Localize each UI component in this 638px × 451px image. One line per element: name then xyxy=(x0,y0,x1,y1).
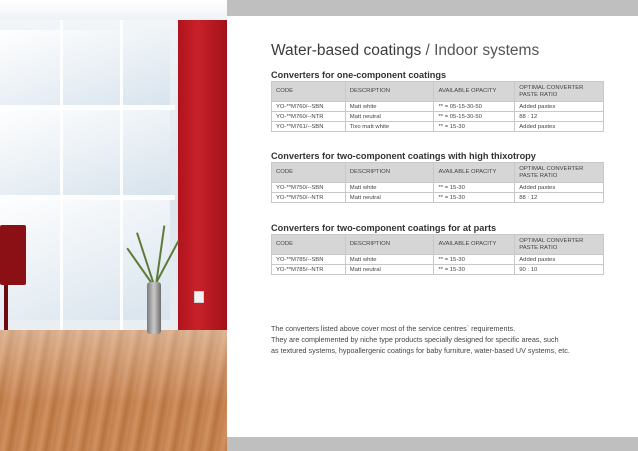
page-title xyxy=(271,42,539,60)
top-band xyxy=(227,0,638,16)
cell-ratio: Added pastes xyxy=(515,183,604,193)
column-header-opacity: AVAILABLE OPACITY xyxy=(434,82,515,102)
cell-description: Matt white xyxy=(345,255,434,265)
section-heading-flat-parts: Converters for two-component coatings for at parts xyxy=(271,223,497,233)
cell-code: YO-**M750/--NTR xyxy=(272,193,346,203)
converters-table-flat-parts xyxy=(271,234,604,275)
closing-paragraph xyxy=(271,323,611,356)
vase xyxy=(147,282,161,334)
interior-photo xyxy=(0,0,227,451)
column-header-description: DESCRIPTION xyxy=(345,235,434,255)
window-frame xyxy=(0,105,175,110)
window-frame xyxy=(0,195,175,200)
table-row xyxy=(272,193,604,203)
paragraph-line: as textured systems, hypoallergenic coatings for baby furniture, water-based UV systems, etc. xyxy=(271,346,570,355)
window-frame xyxy=(60,20,63,330)
cell-ratio: 88 : 12 xyxy=(515,193,604,203)
window-pane xyxy=(0,110,170,195)
table-row xyxy=(272,265,604,275)
table-row xyxy=(272,255,604,265)
title-sub: Indoor systems xyxy=(434,42,540,59)
table-header-row xyxy=(272,82,604,102)
cell-code: YO-**M785/--NTR xyxy=(272,265,346,275)
table-header-row xyxy=(272,163,604,183)
table-row xyxy=(272,183,604,193)
cell-ratio: 90 : 10 xyxy=(515,265,604,275)
cell-ratio: Added pastes xyxy=(515,122,604,132)
title-separator: / xyxy=(421,42,435,59)
table-row xyxy=(272,102,604,112)
floor-reflection xyxy=(0,330,227,451)
cell-opacity: ** = 15-30 xyxy=(434,122,515,132)
cell-ratio: 88 : 12 xyxy=(515,112,604,122)
cell-code: YO-**M750/--SBN xyxy=(272,183,346,193)
cell-opacity: ** = 15-30 xyxy=(434,183,515,193)
cell-opacity: ** = 05-15-30-50 xyxy=(434,112,515,122)
cell-description: Tixo matt white xyxy=(345,122,434,132)
converters-table-one-component xyxy=(271,81,604,132)
column-header-code: CODE xyxy=(272,163,346,183)
ceiling xyxy=(0,0,227,20)
cell-opacity: ** = 15-30 xyxy=(434,193,515,203)
cell-code: YO-**M760/--NTR xyxy=(272,112,346,122)
paragraph-line: The converters listed above cover most of the service centres` requirements. xyxy=(271,324,516,333)
cell-description: Matt neutral xyxy=(345,193,434,203)
cell-code: YO-**M761/--SBN xyxy=(272,122,346,132)
column-header-description: DESCRIPTION xyxy=(345,163,434,183)
window-pane xyxy=(0,30,170,105)
cell-description: Matt white xyxy=(345,183,434,193)
converters-table-high-thixotropy xyxy=(271,162,604,203)
cell-description: Matt neutral xyxy=(345,112,434,122)
bottom-band xyxy=(227,437,638,451)
cell-opacity: ** = 05-15-30-50 xyxy=(434,102,515,112)
table-row xyxy=(272,112,604,122)
light-switch xyxy=(194,291,204,303)
cell-description: Matt white xyxy=(345,102,434,112)
column-header-opacity: AVAILABLE OPACITY xyxy=(434,163,515,183)
table-row xyxy=(272,122,604,132)
column-header-code: CODE xyxy=(272,82,346,102)
column-header-ratio: OPTIMAL CONVERTER PASTE RATIO xyxy=(515,82,604,102)
red-piano xyxy=(0,225,26,285)
paragraph-line: They are complemented by niche type products specially designed for specific areas, such xyxy=(271,335,559,344)
section-heading-one-component: Converters for one-component coatings xyxy=(271,70,447,80)
cell-opacity: ** = 15-30 xyxy=(434,265,515,275)
cell-code: YO-**M760/--SBN xyxy=(272,102,346,112)
cell-opacity: ** = 15-30 xyxy=(434,255,515,265)
column-header-description: DESCRIPTION xyxy=(345,82,434,102)
cell-description: Matt neutral xyxy=(345,265,434,275)
window-frame xyxy=(120,20,123,330)
column-header-opacity: AVAILABLE OPACITY xyxy=(434,235,515,255)
section-heading-high-thixotropy: Converters for two-component coatings with high thixotropy xyxy=(271,151,536,161)
cell-ratio: Added pastes xyxy=(515,255,604,265)
cell-code: YO-**M785/--SBN xyxy=(272,255,346,265)
title-main: Water-based coatings xyxy=(271,42,422,59)
column-header-ratio: OPTIMAL CONVERTER PASTE RATIO xyxy=(515,235,604,255)
piano-leg xyxy=(4,285,8,330)
table-header-row xyxy=(272,235,604,255)
column-header-code: CODE xyxy=(272,235,346,255)
cell-ratio: Added pastes xyxy=(515,102,604,112)
column-header-ratio: OPTIMAL CONVERTER PASTE RATIO xyxy=(515,163,604,183)
